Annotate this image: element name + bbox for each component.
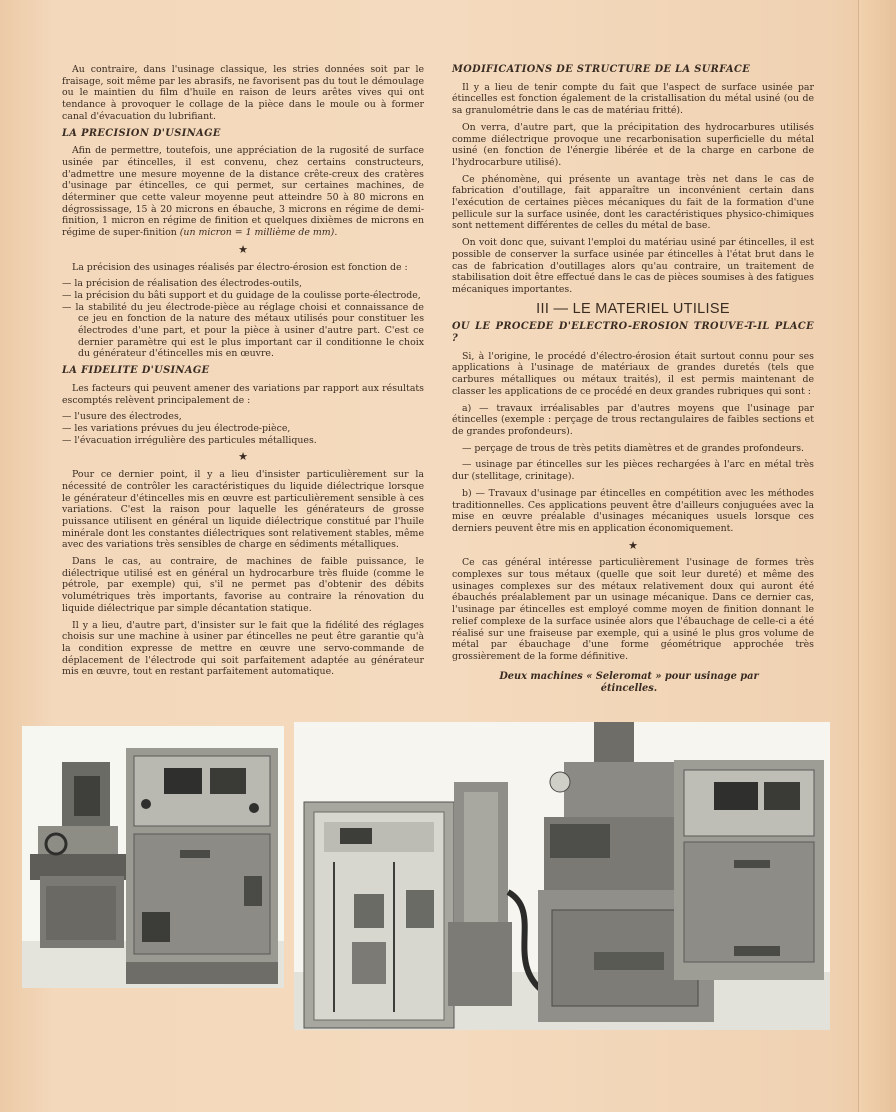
star-separator: ★ bbox=[628, 538, 638, 552]
fidelite-paragraph: Les facteurs qui peuvent amener des variations par rapport aux résultats escomptés relèvent principalement de : bbox=[62, 382, 424, 406]
category-a-item-3: — usinage par étincelles sur les pièces rechargées à l'arc en métal très dur (stellitage, crinitage). bbox=[452, 459, 814, 483]
fidelite-reglages-paragraph: Il y a lieu, d'autre part, d'insister sur le fait que la fidélité des réglages choisis sur une machine à usiner par étincelles ne peut être garantie qu'à la condition expresse de mettre en œuvre une servo-commande de déplacement de l'électrode qui soit parfaitement adaptée au générateur mis en œuvre, tout en restant parfaitement automatique. bbox=[62, 619, 424, 678]
list-item: — la précision du bâti support et du guidage de la coulisse porte-électrode, bbox=[62, 289, 421, 301]
machine-illustration-right bbox=[294, 722, 830, 1030]
modifications-paragraph-1: Il y a lieu de tenir compte du fait que l'aspect de surface usinée par étincelles est fonction également de la cristallisation du métal usiné (ou de sa granulométrie dans le cas de matériau fritté). bbox=[452, 81, 814, 117]
category-a-item-2: — perçage de trous de très petits diamètres et de grandes profondeurs. bbox=[462, 442, 805, 454]
origine-paragraph: Si, à l'origine, le procédé d'électro-érosion était surtout connu pour ses applications à l'usinage de matériaux de grandes duretés (tels que carbures métalliques ou métaux traités), il est permis maintenant de classer les applications de ce procédé en deux grandes rubriques qui sont : bbox=[452, 350, 814, 397]
heading-modifications: MODIFICATIONS DE STRUCTURE DE LA SURFACE bbox=[452, 64, 751, 75]
left-column bbox=[62, 64, 424, 683]
precision-text: Afin de permettre, toutefois, une appréciation de la rugosité de surface usinée par étincelles, il est convenu, chez certains constructeurs, d'admettre une mesure moyenne de la distance crête-creux des cratères d'usinage par étincelles, ce qui permet, sur certaines machines, de déterminer que cette valeur moyenne peut atteindre 50 à 80 microns en dégrossissage, 15 à 20 microns en ébauche, 3 microns en régime de demi-finition, 1 micron en régime de finition et quelques dixièmes de microns en régime de super-finition bbox=[62, 145, 424, 239]
list-item: — l'usure des électrodes, bbox=[62, 411, 182, 423]
section-heading: III — LE MATERIEL UTILISE bbox=[536, 300, 730, 317]
machine-illustration-left bbox=[22, 726, 284, 988]
precision-note: (un micron = 1 millième de mm). bbox=[179, 227, 338, 239]
intro-paragraph: Au contraire, dans l'usinage classique, les stries données soit par le fraisage, soit même par les abrasifs, ne favorisent pas du tout le démoulage ou le maintien du film d'huile en raison de leurs arêtes vives qui ont tendance à provoquer le collage de la pièce dans le moule ou à former canal d'évacuation du lubrifiant. bbox=[62, 64, 424, 122]
heading-fidelite: LA FIDELITE D'USINAGE bbox=[62, 365, 210, 377]
heading-precision: LA PRECISION D'USINAGE bbox=[62, 127, 221, 139]
formes-paragraph: Ce cas général intéresse particulièrement l'usinage de formes très complexes sur tous métaux (quelle que soit leur dureté) et même des usinages complexes sur des métaux relativement doux qui auront été ébauchés préalablement par un usinage mécanique. Dans ce dernier cas, l'usinage par étincelles est employé comme moyen de finition donnant le relief complexe de la surface usinée alors que l'ébauchage de celle-ci a été réalisé sur une fraiseuse par exemple, qui a usiné le plus gros volume de métal par ébauchage d'une forme géométrique approchée très grossièrement de la forme définitive. bbox=[452, 557, 814, 662]
star-separator: ★ bbox=[238, 450, 248, 464]
faible-puissance-paragraph: Dans le cas, au contraire, de machines de faible puissance, le diélectrique utilisé est en général un hydrocarbure très fluide (comme le pétrole, par exemple) qui, s'il ne permet pas d'obtenir des débits volumétriques très importants, favorise au contraire la rénovation du liquide diélectrique par simple décantation statique. bbox=[62, 556, 424, 614]
modifications-paragraph-3: Ce phénomène, qui présente un avantage très net dans le cas de fabrication d'outillage, fait apparaître un inconvénient certain dans l'exécution de certaines pièces mécaniques du fait de la formation d'une pellicule sur la surface usinée, dont les caractéristiques physico-chimiques sont nettement différentes de celles du métal de base. bbox=[452, 173, 814, 232]
category-b-paragraph: b) — Travaux d'usinage par étincelles en compétition avec les méthodes traditionnelles. Ces applications peuvent être d'ailleurs conjuguées avec la mise en œuvre préalable d'usinages mécaniques usuels lorsque ces derniers peuvent être mis en application économiquement. bbox=[452, 487, 814, 534]
category-a-paragraph: a) — travaux irréalisables par d'autres moyens que l'usinage par étincelles (exemple : perçage de trous rectangulaires de faibles sections et de grandes profondeurs). bbox=[452, 402, 814, 437]
modifications-paragraph-2: On verra, d'autre part, que la précipitation des hydrocarbures utilisés comme diélectrique provoque une recarbonisation superficielle du métal usiné (en fonction de l'énergie libérée et de la charge en carbone de l'hydrocarbure utilisé). bbox=[452, 121, 814, 168]
list-item: — la stabilité du jeu électrode-pièce au réglage choisi et connaissance de ce jeu en fonction de la nature des métaux utilisés pour constituer les électrodes d'une part, et pour la pièce à usiner d'autre part. C'est ce dernier paramètre qui est le plus important car il conditionne le choix du générateur d'étincelles mis en œuvre. bbox=[62, 301, 424, 360]
star-separator: ★ bbox=[238, 242, 248, 256]
right-column bbox=[452, 64, 814, 668]
fidelite-list bbox=[62, 411, 424, 446]
list-item: — l'évacuation irrégulière des particules métalliques. bbox=[62, 434, 317, 446]
machine-photo-left bbox=[22, 726, 284, 988]
precision-list bbox=[62, 278, 424, 360]
page-edge bbox=[858, 0, 896, 1112]
photo-caption: Deux machines « Seleromat » pour usinage par étincelles. bbox=[499, 671, 759, 694]
precision-intro-paragraph: La précision des usinages réalisés par électro-érosion est fonction de : bbox=[72, 261, 408, 273]
list-item: — la précision de réalisation des électrodes-outils, bbox=[62, 278, 302, 290]
machine-photo-right bbox=[294, 722, 830, 1030]
precision-paragraph bbox=[62, 145, 424, 239]
list-item: — les variations prévues du jeu électrode-pièce, bbox=[62, 422, 291, 434]
modifications-paragraph-4: On voit donc que, suivant l'emploi du matériau usiné par étincelles, il est possible de conserver la surface usinée par étincelles à l'état brut dans le cas de fabrication d'outillages alors qu'au contraire, un traitement de stabilisation doit être effectué dans le cas de pièces soumises à des fatigues mécaniques importantes. bbox=[452, 237, 814, 295]
heading-question: OU LE PROCEDE D'ELECTRO-EROSION TROUVE-T-IL PLACE ? bbox=[452, 321, 814, 345]
dernier-point-paragraph: Pour ce dernier point, il y a lieu d'insister particulièrement sur la nécessité de contrôler les caractéristiques du liquide diélectrique lorsque le générateur d'étincelles mis en œuvre est particulièrement sensible à ces variations. C'est la raison pour laquelle les générateurs de grosse puissance utilisent en général un liquide diélectrique constitué par l'huile minérale dont les constantes diélectriques sont relativement stables, même avec des variations très sensibles de charge en sédiments métalliques. bbox=[62, 469, 424, 551]
